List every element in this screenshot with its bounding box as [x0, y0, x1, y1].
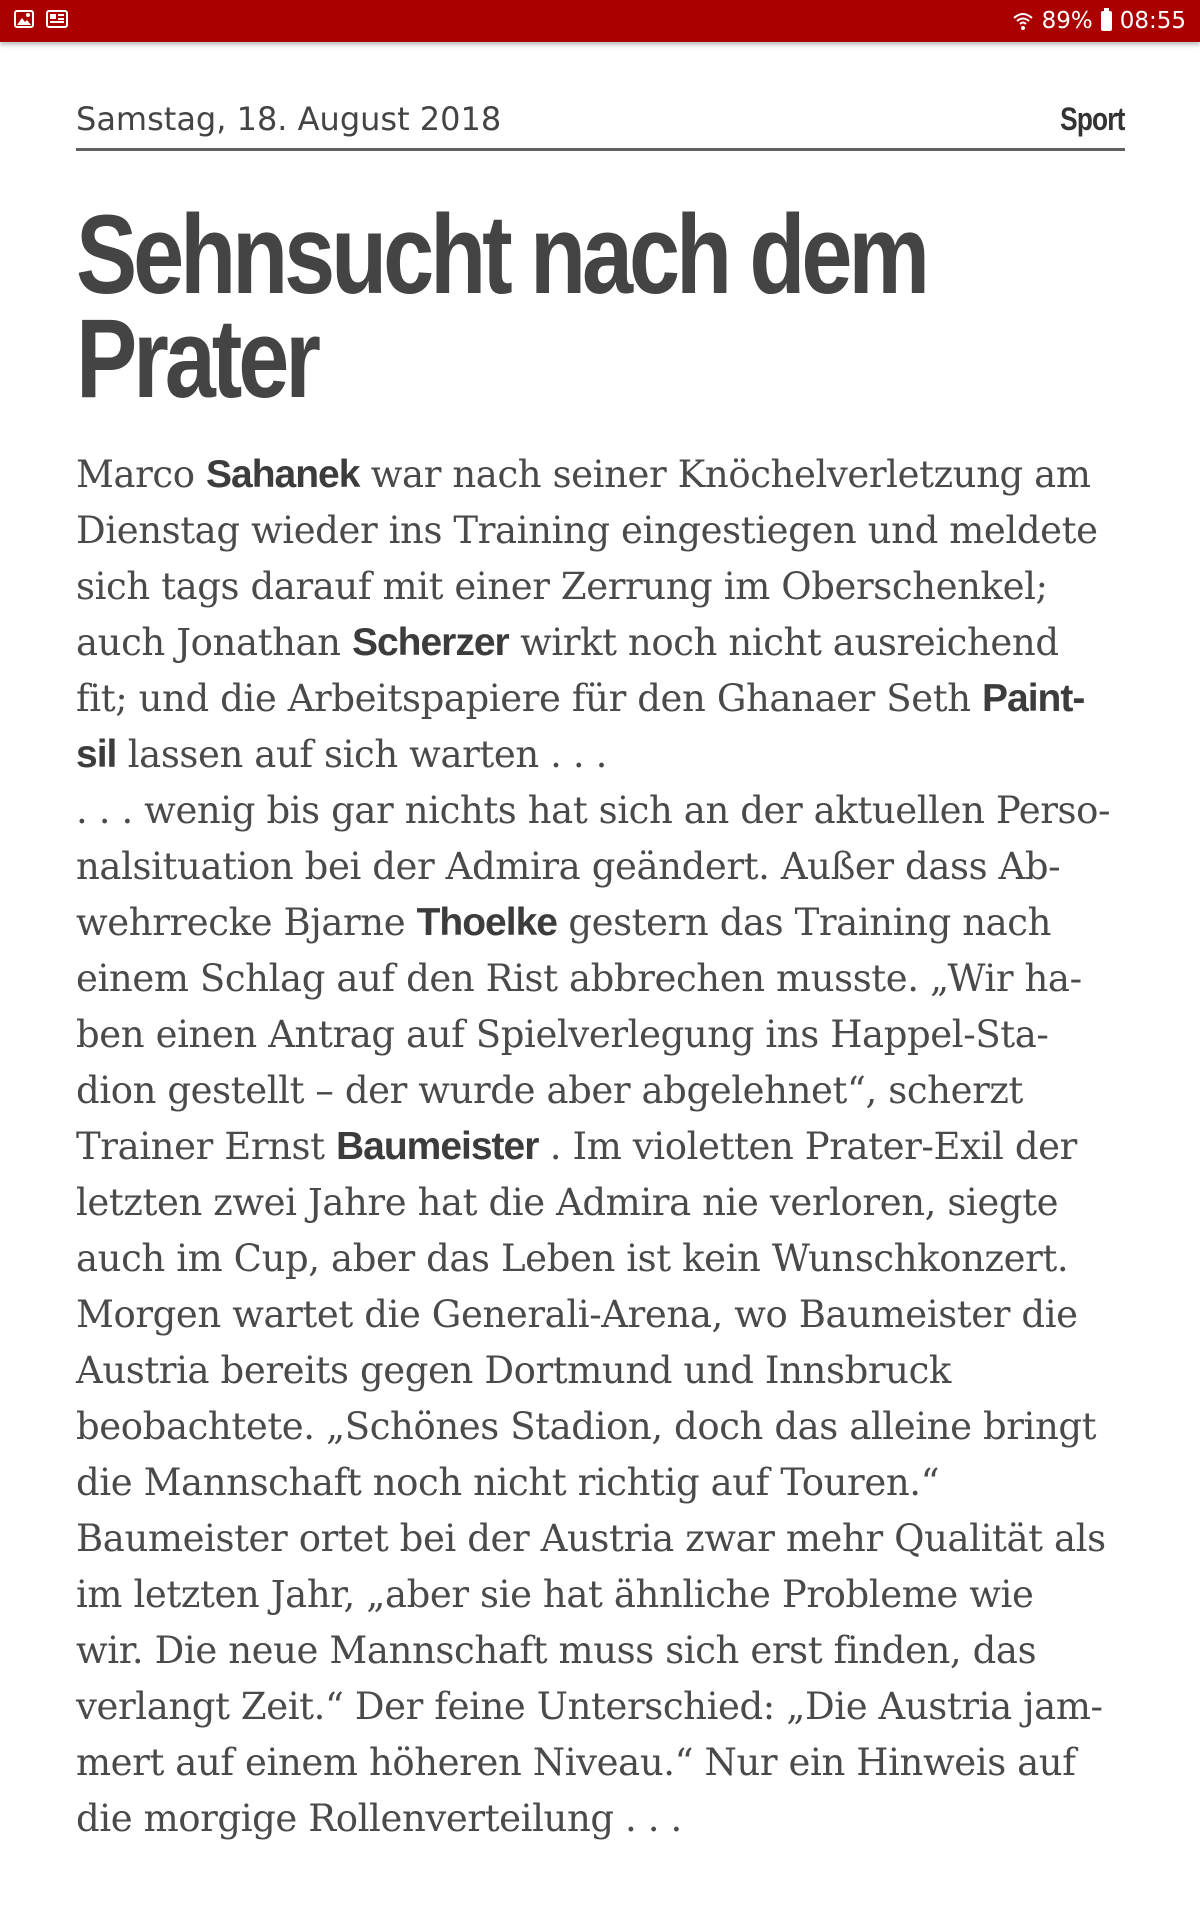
text-line: Austria bereits gegen Dortmund und Innsbruck — [76, 1349, 951, 1392]
text-line: sich tags darauf mit einer Zerrung im Oberschenkel; — [76, 565, 1048, 608]
text-line: ben einen Antrag auf Spielverlegung ins Happel-Sta- — [76, 1013, 1049, 1056]
text-line: letzten zwei Jahre hat die Admira nie verloren, siegte — [76, 1181, 1059, 1224]
paragraph-1 — [76, 447, 1125, 783]
image-icon — [14, 10, 34, 28]
headline-line-2: Prater — [76, 296, 317, 421]
text-line — [76, 895, 1125, 951]
text-run: Trainer Ernst — [76, 1125, 336, 1168]
person-name: Paint- — [982, 677, 1085, 720]
text-line: auch im Cup, aber das Leben ist kein Wunschkonzert. — [76, 1237, 1069, 1280]
person-name: sil — [76, 733, 117, 776]
text-line — [76, 671, 1125, 727]
headline-line-1: Sehnsucht nach dem — [76, 192, 926, 317]
newspaper-icon — [46, 10, 68, 28]
text-line: die morgige Rollenverteilung . . . — [76, 1797, 682, 1840]
text-line — [76, 1119, 1125, 1175]
person-name: Sahanek — [206, 453, 360, 496]
text-line: einem Schlag auf den Rist abbrechen musste. „Wir ha- — [76, 957, 1082, 1000]
wifi-icon — [1012, 10, 1034, 32]
person-name: Baumeister — [335, 1125, 539, 1168]
status-bar — [0, 0, 1200, 42]
text-line: nalsituation bei der Admira geändert. Außer dass Ab- — [76, 845, 1061, 888]
text-line: die Mannschaft noch nicht richtig auf Touren.“ — [76, 1461, 940, 1504]
text-run: lassen auf sich warten . . . — [116, 733, 607, 776]
text-run: Marco — [76, 453, 206, 496]
text-line: Baumeister ortet bei der Austria zwar mehr Qualität als — [76, 1517, 1106, 1560]
text-run: war nach seiner Knöchelverletzung am — [359, 453, 1091, 496]
issue-date: Samstag, 18. August 2018 — [76, 100, 502, 138]
text-line: beobachtete. „Schönes Stadion, doch das alleine bringt — [76, 1405, 1097, 1448]
status-indicators — [1012, 0, 1186, 42]
text-line: . . . wenig bis gar nichts hat sich an der aktuellen Perso- — [76, 789, 1111, 832]
text-line: verlangt Zeit.“ Der feine Unterschied: „Die Austria jam- — [76, 1685, 1103, 1728]
text-run: auch Jonathan — [76, 621, 352, 664]
text-run: wirkt noch nicht ausreichend — [508, 621, 1059, 664]
text-line — [76, 615, 1125, 671]
notification-icons — [14, 10, 68, 28]
article-page — [76, 100, 1125, 1847]
text-line: Morgen wartet die Generali-Arena, wo Baumeister die — [76, 1293, 1078, 1336]
text-line: wir. Die neue Mannschaft muss sich erst finden, das — [76, 1629, 1037, 1672]
text-line: dion gestellt – der wurde aber abgelehnet“, scherzt — [76, 1069, 1023, 1112]
person-name: Thoelke — [416, 901, 557, 944]
text-run: fit; und die Arbeitspapiere für den Ghanaer Seth — [76, 677, 983, 720]
battery-percent: 89% — [1041, 8, 1093, 34]
battery-icon — [1101, 11, 1112, 31]
text-line: im letzten Jahr, „aber sie hat ähnliche Probleme wie — [76, 1573, 1034, 1616]
paragraph-2 — [76, 783, 1125, 1847]
section-label: Sport — [1060, 101, 1125, 137]
text-line — [76, 727, 1125, 783]
article-header — [76, 100, 1125, 151]
headline — [76, 192, 1126, 421]
text-line: Dienstag wieder ins Training eingestiegen und meldete — [76, 509, 1098, 552]
text-line — [76, 447, 1125, 503]
article-body — [76, 447, 1125, 1847]
person-name: Scherzer — [351, 621, 509, 664]
text-line: mert auf einem höheren Niveau.“ Nur ein Hinweis auf — [76, 1741, 1076, 1784]
clock: 08:55 — [1119, 8, 1186, 34]
text-run: wehrrecke Bjarne — [76, 901, 417, 944]
text-run: gestern das Training nach — [556, 901, 1052, 944]
text-run: . Im violetten Prater-Exil der — [538, 1125, 1077, 1168]
